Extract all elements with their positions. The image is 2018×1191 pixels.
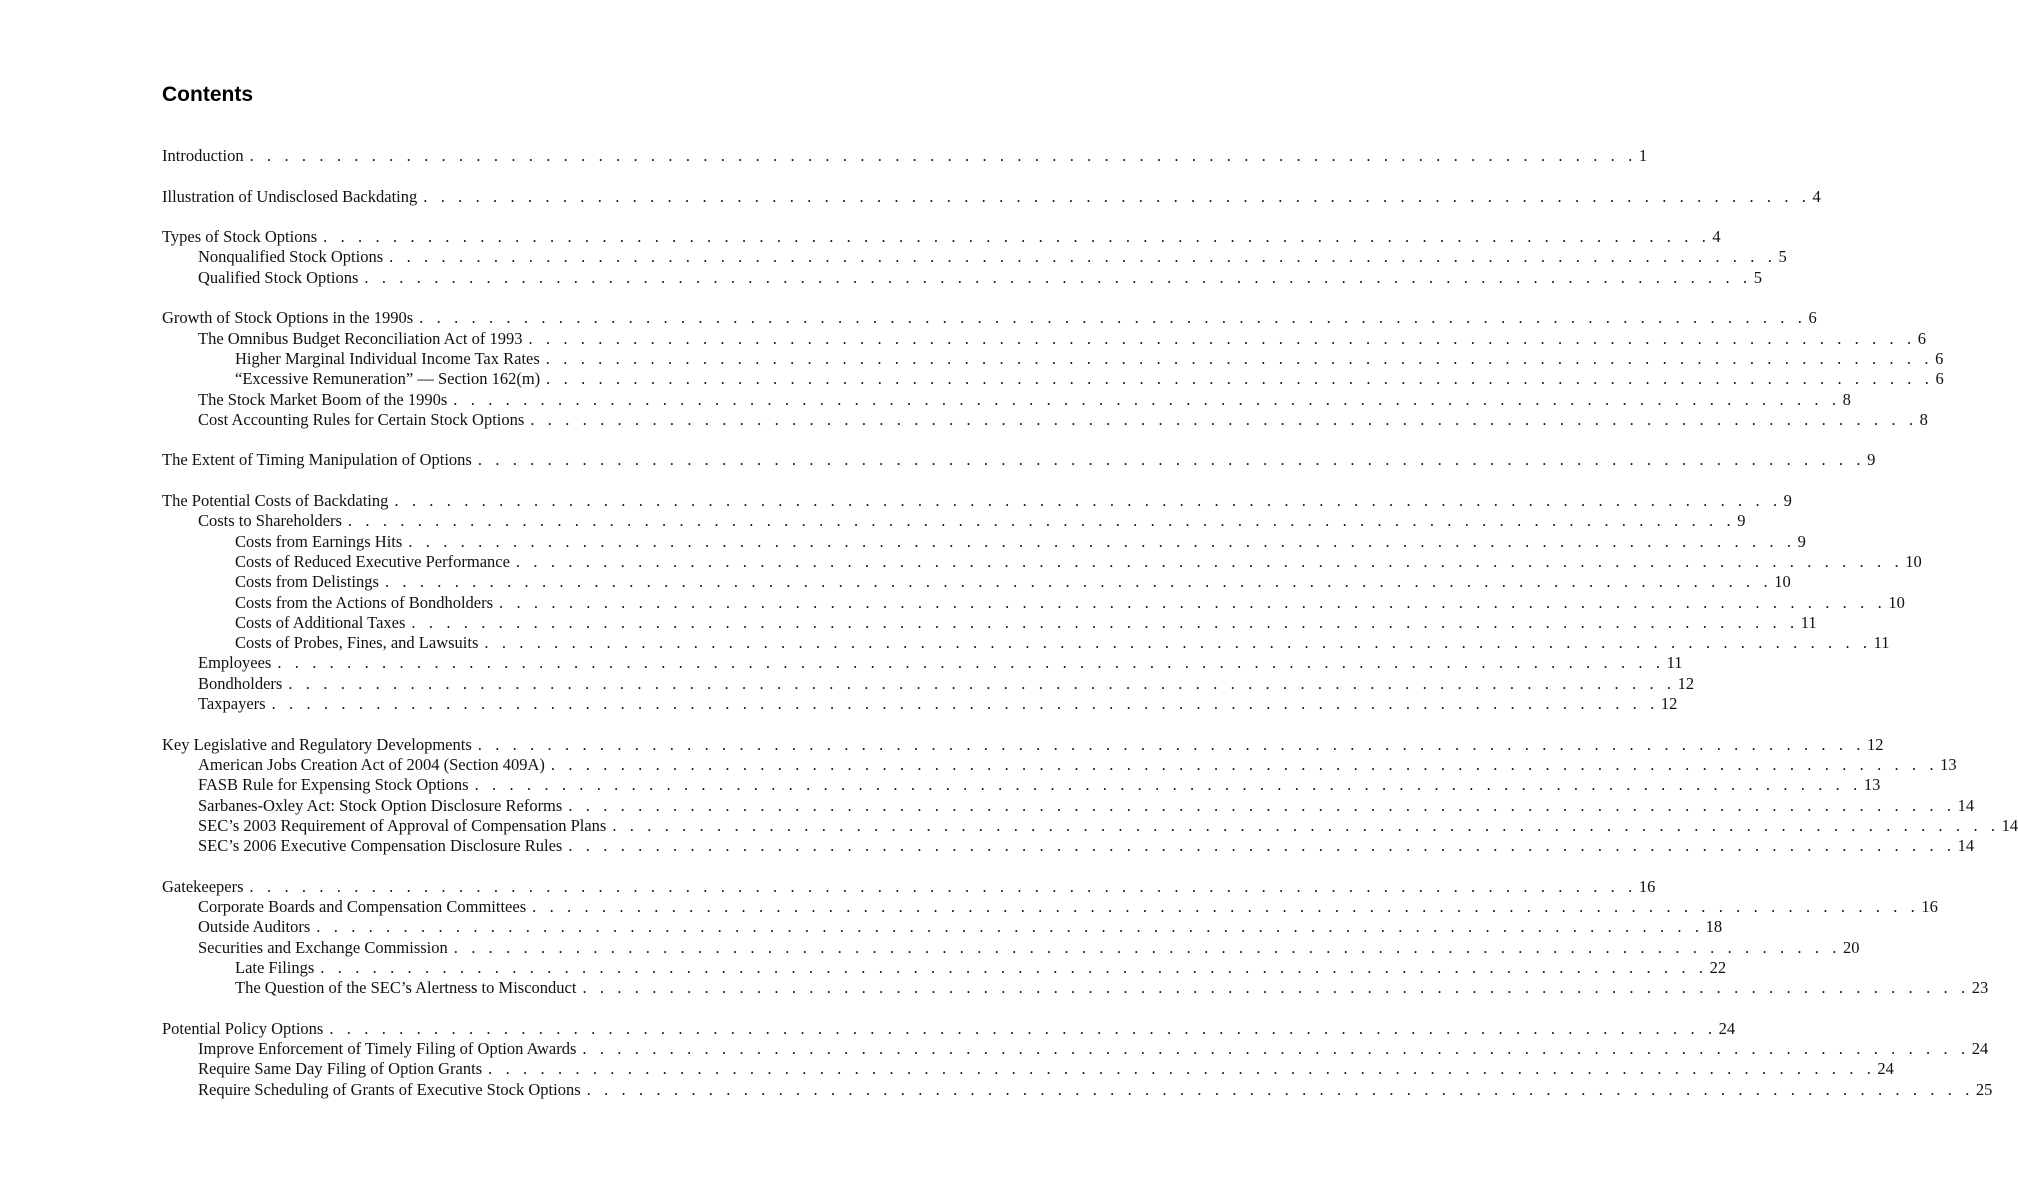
dot-leader: . . . . . . . . . . . . . . . . . . . . . . . . . . . . . . . . . . . . . . . . . . . . . . . . . . . . . . . . . . . . . . . . . . . . . . . . . . . . . . . . <box>545 348 1934 368</box>
dot-leader: . . . . . . . . . . . . . . . . . . . . . . . . . . . . . . . . . . . . . . . . . . . . . . . . . . . . . . . . . . . . . . . . . . . . . . . . . . . . . . . . <box>364 267 1752 287</box>
toc-entry[interactable] <box>162 227 1721 247</box>
toc-entry-page-number: 11 <box>1800 612 1817 632</box>
dot-leader: . . . . . . . . . . . . . . . . . . . . . . . . . . . . . . . . . . . . . . . . . . . . . . . . . . . . . . . . . . . . . . . . . . . . . . . . . . . . . . . . <box>271 694 1659 714</box>
toc-entry-title: Costs of Probes, Fines, and Lawsuits <box>235 633 479 653</box>
toc-entry-title: Employees <box>198 653 272 673</box>
toc-entry-page-number: 20 <box>1843 937 1860 957</box>
dot-leader: . . . . . . . . . . . . . . . . . . . . . . . . . . . . . . . . . . . . . . . . . . . . . . . . . . . . . . . . . . . . . . . . . . . . . . . . . . . . . . . . <box>477 734 1866 754</box>
toc-entry[interactable] <box>162 409 1928 430</box>
dot-leader: . . . . . . . . . . . . . . . . . . . . . . . . . . . . . . . . . . . . . . . . . . . . . . . . . . . . . . . . . . . . . . . . . . . . . . . . . . . . . . . . <box>453 937 1842 957</box>
toc-entry-page-number: 10 <box>1905 551 1922 571</box>
toc-entry-page-number: 5 <box>1753 267 1762 287</box>
toc-entry[interactable] <box>162 937 1860 958</box>
toc-entry[interactable] <box>162 957 1727 978</box>
toc-entry-page-number: 24 <box>1877 1059 1894 1079</box>
toc-entry-title: FASB Rule for Expensing Stock Options <box>198 775 469 795</box>
toc-entry[interactable] <box>162 572 1791 592</box>
toc-entry-page-number: 18 <box>1705 917 1723 937</box>
toc-entry[interactable] <box>162 551 1922 572</box>
toc-entry[interactable] <box>162 876 1656 897</box>
toc-entry-page-number: 8 <box>1919 409 1928 429</box>
toc-entry-title: Costs from the Actions of Bondholders <box>235 592 494 612</box>
toc-entry[interactable] <box>162 694 1678 714</box>
toc-entry-page-number: 6 <box>1808 308 1817 328</box>
toc-entry[interactable] <box>162 673 1695 694</box>
toc-entry-page-number: 23 <box>1971 978 1989 998</box>
toc-entry-title: Sarbanes-Oxley Act: Stock Option Disclosure Reforms <box>198 795 563 815</box>
toc-entry-page-number: 8 <box>1842 389 1851 409</box>
dot-leader: . . . . . . . . . . . . . . . . . . . . . . . . . . . . . . . . . . . . . . . . . . . . . . . . . . . . . . . . . . . . . . . . . . . . . . . . . . . . . . . . <box>488 1059 1876 1079</box>
toc-entry-page-number: 9 <box>1737 511 1746 531</box>
dot-leader: . . . . . . . . . . . . . . . . . . . . . . . . . . . . . . . . . . . . . . . . . . . . . . . . . . . . . . . . . . . . . . . . . . . . . . . . . . . . . . . . <box>323 227 1711 247</box>
toc-entry-title: Costs of Reduced Executive Performance <box>235 551 510 571</box>
dot-leader: . . . . . . . . . . . . . . . . . . . . . . . . . . . . . . . . . . . . . . . . . . . . . . . . . . . . . . . . . . . . . . . . . . . . . . . . . . . . . . . . <box>419 308 1807 328</box>
dot-leader: . . . . . . . . . . . . . . . . . . . . . . . . . . . . . . . . . . . . . . . . . . . . . . . . . . . . . . . . . . . . . . . . . . . . . . . . . . . . . . . . <box>612 815 2000 835</box>
toc-entry[interactable] <box>162 795 1975 816</box>
toc-entry-title: Growth of Stock Options in the 1990s <box>162 308 414 328</box>
dot-leader: . . . . . . . . . . . . . . . . . . . . . . . . . . . . . . . . . . . . . . . . . . . . . . . . . . . . . . . . . . . . . . . . . . . . . . . . . . . . . . . . <box>532 896 1920 916</box>
toc-entry-title: Costs from Delistings <box>235 572 379 592</box>
dot-leader: . . . . . . . . . . . . . . . . . . . . . . . . . . . . . . . . . . . . . . . . . . . . . . . . . . . . . . . . . . . . . . . . . . . . . . . . . . . . . . . . <box>484 633 1872 653</box>
dot-leader: . . . . . . . . . . . . . . . . . . . . . . . . . . . . . . . . . . . . . . . . . . . . . . . . . . . . . . . . . . . . . . . . . . . . . . . . . . . . . . . . <box>550 754 1939 774</box>
toc-entry-page-number: 5 <box>1778 247 1787 267</box>
toc-entry-title: Securities and Exchange Commission <box>198 937 448 957</box>
dot-leader: . . . . . . . . . . . . . . . . . . . . . . . . . . . . . . . . . . . . . . . . . . . . . . . . . . . . . . . . . . . . . . . . . . . . . . . . . . . . . . . . <box>568 836 1956 856</box>
toc-entry-page-number: 1 <box>1638 146 1648 165</box>
toc-entry[interactable] <box>162 1059 1894 1079</box>
toc-entry-title: Key Legislative and Regulatory Developments <box>162 734 472 754</box>
toc-entry-page-number: 4 <box>1712 227 1721 247</box>
dot-leader: . . . . . . . . . . . . . . . . . . . . . . . . . . . . . . . . . . . . . . . . . . . . . . . . . . . . . . . . . . . . . . . . . . . . . . . . . . . . . . . . <box>477 450 1866 470</box>
toc-entry-title: Outside Auditors <box>198 917 311 937</box>
toc-entry[interactable] <box>162 612 1817 633</box>
toc-entry[interactable] <box>162 247 1787 267</box>
toc-entry-page-number: 12 <box>1677 673 1695 693</box>
toc-entry-page-number: 10 <box>1774 572 1791 592</box>
toc-entry-page-number: 6 <box>1917 328 1926 348</box>
toc-entry[interactable] <box>162 267 1762 288</box>
toc-entry-page-number: 4 <box>1812 186 1821 206</box>
toc-entry-title: Require Same Day Filing of Option Grants <box>198 1059 483 1079</box>
toc-entry[interactable] <box>162 1018 1736 1039</box>
dot-leader: . . . . . . . . . . . . . . . . . . . . . . . . . . . . . . . . . . . . . . . . . . . . . . . . . . . . . . . . . . . . . . . . . . . . . . . . . . . . . . . . <box>423 186 1811 206</box>
toc-entry[interactable] <box>162 815 2018 836</box>
toc-entry-title: SEC’s 2003 Requirement of Approval of Compensation Plans <box>198 815 607 835</box>
toc-entry-title: The Omnibus Budget Reconciliation Act of 1993 <box>198 328 523 348</box>
dot-leader: . . . . . . . . . . . . . . . . . . . . . . . . . . . . . . . . . . . . . . . . . . . . . . . . . . . . . . . . . . . . . . . . . . . . . . . . . . . . . . . . <box>316 917 1704 937</box>
toc-entry[interactable] <box>162 896 1938 917</box>
toc-entry[interactable] <box>162 1039 1989 1059</box>
toc-entry[interactable] <box>162 328 1926 349</box>
dot-leader: . . . . . . . . . . . . . . . . . . . . . . . . . . . . . . . . . . . . . . . . . . . . . . . . . . . . . . . . . . . . . . . . . . . . . . . . . . . . . . . . <box>530 409 1918 429</box>
toc-entry-page-number: 11 <box>1873 633 1890 653</box>
toc-entry-title: American Jobs Creation Act of 2004 (Section 409A) <box>198 754 545 774</box>
toc-entry-title: SEC’s 2006 Executive Compensation Disclosure Rules <box>198 836 563 856</box>
toc-entry-page-number: 13 <box>1863 775 1881 795</box>
toc-entry-title: Potential Policy Options <box>162 1018 324 1038</box>
toc-entry[interactable] <box>162 633 1890 653</box>
table-of-contents <box>162 146 2018 1100</box>
toc-entry[interactable] <box>162 836 1975 856</box>
toc-entry-title: Require Scheduling of Grants of Executive Stock Options <box>198 1079 581 1099</box>
toc-entry-page-number: 10 <box>1888 592 1905 612</box>
toc-entry[interactable] <box>162 146 1648 166</box>
dot-leader: . . . . . . . . . . . . . . . . . . . . . . . . . . . . . . . . . . . . . . . . . . . . . . . . . . . . . . . . . . . . . . . . . . . . . . . . . . . . . . . . <box>320 957 1708 977</box>
dot-leader: . . . . . . . . . . . . . . . . . . . . . . . . . . . . . . . . . . . . . . . . . . . . . . . . . . . . . . . . . . . . . . . . . . . . . . . . . . . . . . . . <box>384 572 1773 592</box>
dot-leader: . . . . . . . . . . . . . . . . . . . . . . . . . . . . . . . . . . . . . . . . . . . . . . . . . . . . . . . . . . . . . . . . . . . . . . . . . . . . . . . . <box>249 146 1637 165</box>
dot-leader: . . . . . . . . . . . . . . . . . . . . . . . . . . . . . . . . . . . . . . . . . . . . . . . . . . . . . . . . . . . . . . . . . . . . . . . . . . . . . . . . <box>586 1079 1974 1099</box>
dot-leader: . . . . . . . . . . . . . . . . . . . . . . . . . . . . . . . . . . . . . . . . . . . . . . . . . . . . . . . . . . . . . . . . . . . . . . . . . . . . . . . . <box>277 653 1665 673</box>
toc-entry-title: Cost Accounting Rules for Certain Stock Options <box>198 409 525 429</box>
dot-leader: . . . . . . . . . . . . . . . . . . . . . . . . . . . . . . . . . . . . . . . . . . . . . . . . . . . . . . . . . . . . . . . . . . . . . . . . . . . . . . . . <box>528 328 1916 348</box>
toc-entry[interactable] <box>162 389 1851 410</box>
toc-entry-title: The Question of the SEC’s Alertness to Misconduct <box>235 978 577 998</box>
toc-entry-page-number: 6 <box>1935 369 1944 389</box>
dot-leader: . . . . . . . . . . . . . . . . . . . . . . . . . . . . . . . . . . . . . . . . . . . . . . . . . . . . . . . . . . . . . . . . . . . . . . . . . . . . . . . . <box>347 511 1736 531</box>
dot-leader: . . . . . . . . . . . . . . . . . . . . . . . . . . . . . . . . . . . . . . . . . . . . . . . . . . . . . . . . . . . . . . . . . . . . . . . . . . . . . . . . <box>515 551 1904 571</box>
toc-entry-title: Types of Stock Options <box>162 227 318 247</box>
toc-entry-page-number: 12 <box>1867 734 1884 754</box>
dot-leader: . . . . . . . . . . . . . . . . . . . . . . . . . . . . . . . . . . . . . . . . . . . . . . . . . . . . . . . . . . . . . . . . . . . . . . . . . . . . . . . . <box>389 247 1777 267</box>
toc-entry-title: Nonqualified Stock Options <box>198 247 384 267</box>
toc-entry-page-number: 11 <box>1666 653 1683 673</box>
toc-entry[interactable] <box>162 592 1905 613</box>
dot-leader: . . . . . . . . . . . . . . . . . . . . . . . . . . . . . . . . . . . . . . . . . . . . . . . . . . . . . . . . . . . . . . . . . . . . . . . . . . . . . . . . <box>568 795 1956 815</box>
toc-entry-title: Introduction <box>162 146 244 165</box>
toc-entry[interactable] <box>162 308 1817 328</box>
toc-entry-page-number: 22 <box>1709 957 1727 977</box>
dot-leader: . . . . . . . . . . . . . . . . . . . . . . . . . . . . . . . . . . . . . . . . . . . . . . . . . . . . . . . . . . . . . . . . . . . . . . . . . . . . . . . . <box>411 612 1799 632</box>
toc-entry-title: “Excessive Remuneration” — Section 162(m) <box>235 369 541 389</box>
toc-entry-page-number: 12 <box>1660 694 1678 714</box>
page-title: Contents <box>162 83 253 106</box>
toc-entry[interactable] <box>162 775 1881 795</box>
toc-entry-title: Corporate Boards and Compensation Committees <box>198 896 527 916</box>
dot-leader: . . . . . . . . . . . . . . . . . . . . . . . . . . . . . . . . . . . . . . . . . . . . . . . . . . . . . . . . . . . . . . . . . . . . . . . . . . . . . . . . <box>408 531 1796 551</box>
dot-leader: . . . . . . . . . . . . . . . . . . . . . . . . . . . . . . . . . . . . . . . . . . . . . . . . . . . . . . . . . . . . . . . . . . . . . . . . . . . . . . . . <box>499 592 1887 612</box>
toc-entry-title: Costs to Shareholders <box>198 511 342 531</box>
toc-entry[interactable] <box>162 511 1746 531</box>
toc-entry-title: The Stock Market Boom of the 1990s <box>198 389 448 409</box>
toc-entry[interactable] <box>162 917 1723 937</box>
toc-entry-title: The Potential Costs of Backdating <box>162 491 389 511</box>
toc-entry-page-number: 24 <box>1971 1039 1989 1059</box>
toc-entry-page-number: 6 <box>1935 348 1944 368</box>
toc-entry-page-number: 25 <box>1975 1079 1993 1099</box>
dot-leader: . . . . . . . . . . . . . . . . . . . . . . . . . . . . . . . . . . . . . . . . . . . . . . . . . . . . . . . . . . . . . . . . . . . . . . . . . . . . . . . . <box>329 1018 1717 1038</box>
toc-entry-title: Costs of Additional Taxes <box>235 612 406 632</box>
toc-entry-page-number: 9 <box>1867 450 1876 470</box>
toc-entry-title: The Extent of Timing Manipulation of Options <box>162 450 472 470</box>
toc-entry[interactable] <box>162 348 1944 369</box>
toc-entry-title: Gatekeepers <box>162 876 244 896</box>
dot-leader: . . . . . . . . . . . . . . . . . . . . . . . . . . . . . . . . . . . . . . . . . . . . . . . . . . . . . . . . . . . . . . . . . . . . . . . . . . . . . . . . <box>288 673 1676 693</box>
dot-leader: . . . . . . . . . . . . . . . . . . . . . . . . . . . . . . . . . . . . . . . . . . . . . . . . . . . . . . . . . . . . . . . . . . . . . . . . . . . . . . . . <box>249 876 1637 896</box>
toc-entry-page-number: 9 <box>1783 491 1792 511</box>
toc-entry-title: Higher Marginal Individual Income Tax Rates <box>235 348 540 368</box>
toc-entry-page-number: 14 <box>2001 815 2018 835</box>
toc-entry[interactable] <box>162 531 1806 552</box>
toc-entry[interactable] <box>162 186 1821 207</box>
toc-entry-page-number: 16 <box>1638 876 1656 896</box>
toc-entry-title: Taxpayers <box>198 694 266 714</box>
toc-entry-page-number: 13 <box>1940 754 1957 774</box>
toc-entry[interactable] <box>162 450 1876 470</box>
dot-leader: . . . . . . . . . . . . . . . . . . . . . . . . . . . . . . . . . . . . . . . . . . . . . . . . . . . . . . . . . . . . . . . . . . . . . . . . . . . . . . . . <box>453 389 1841 409</box>
toc-entry-title: Illustration of Undisclosed Backdating <box>162 186 418 206</box>
dot-leader: . . . . . . . . . . . . . . . . . . . . . . . . . . . . . . . . . . . . . . . . . . . . . . . . . . . . . . . . . . . . . . . . . . . . . . . . . . . . . . . . <box>582 978 1970 998</box>
toc-entry[interactable] <box>162 1079 1993 1100</box>
toc-entry-page-number: 9 <box>1797 531 1806 551</box>
toc-entry-page-number: 16 <box>1921 896 1938 916</box>
toc-entry[interactable] <box>162 369 1944 389</box>
dot-leader: . . . . . . . . . . . . . . . . . . . . . . . . . . . . . . . . . . . . . . . . . . . . . . . . . . . . . . . . . . . . . . . . . . . . . . . . . . . . . . . . <box>394 491 1782 511</box>
toc-entry[interactable] <box>162 978 1989 998</box>
toc-entry-title: Qualified Stock Options <box>198 267 359 287</box>
toc-entry[interactable] <box>162 653 1683 673</box>
toc-entry-page-number: 14 <box>1957 836 1975 856</box>
toc-entry[interactable] <box>162 754 1957 775</box>
toc-entry-page-number: 14 <box>1957 795 1975 815</box>
toc-entry-title: Improve Enforcement of Timely Filing of Option Awards <box>198 1039 577 1059</box>
dot-leader: . . . . . . . . . . . . . . . . . . . . . . . . . . . . . . . . . . . . . . . . . . . . . . . . . . . . . . . . . . . . . . . . . . . . . . . . . . . . . . . . <box>474 775 1862 795</box>
toc-entry-title: Bondholders <box>198 673 283 693</box>
toc-entry[interactable] <box>162 734 1884 755</box>
toc-entry-title: Late Filings <box>235 957 315 977</box>
toc-entry-title: Costs from Earnings Hits <box>235 531 403 551</box>
dot-leader: . . . . . . . . . . . . . . . . . . . . . . . . . . . . . . . . . . . . . . . . . . . . . . . . . . . . . . . . . . . . . . . . . . . . . . . . . . . . . . . . <box>582 1039 1970 1059</box>
toc-entry[interactable] <box>162 491 1792 511</box>
dot-leader: . . . . . . . . . . . . . . . . . . . . . . . . . . . . . . . . . . . . . . . . . . . . . . . . . . . . . . . . . . . . . . . . . . . . . . . . . . . . . . . . <box>546 369 1934 389</box>
toc-entry-page-number: 24 <box>1718 1018 1736 1038</box>
